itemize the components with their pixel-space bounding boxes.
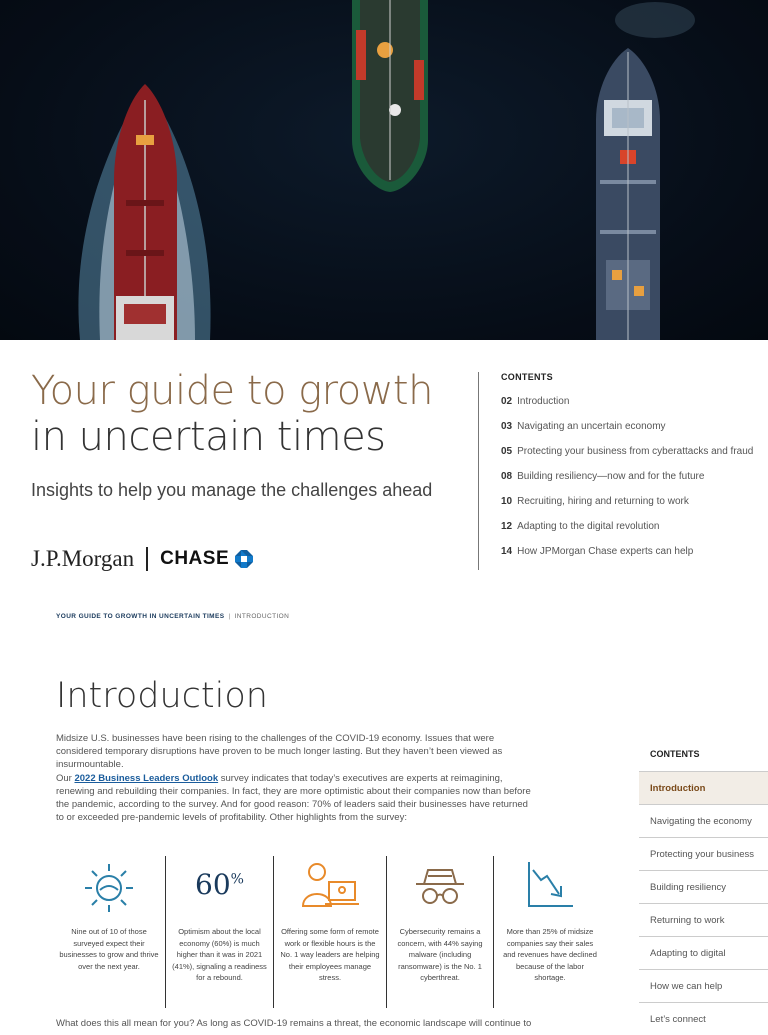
sidebar-item-help[interactable]: How we can help — [639, 969, 768, 1002]
stat-icon-wrap — [54, 860, 164, 920]
contents-heading: CONTENTS — [501, 372, 553, 382]
contents-item-number: 10 — [501, 496, 513, 507]
jpmorgan-logo: J.P.Morgan — [31, 546, 135, 571]
survey-highlights — [54, 856, 496, 1008]
contents-item-label: Adapting to the digital revolution — [517, 521, 660, 532]
ships-illustration — [0, 0, 768, 340]
stat-growth — [54, 856, 164, 1008]
sun-icon — [81, 860, 137, 916]
sidebar-item-digital[interactable]: Adapting to digital — [639, 936, 768, 969]
sidebar-contents-heading: CONTENTS — [650, 749, 700, 759]
contents-item[interactable] — [501, 421, 753, 446]
contents-list — [501, 396, 753, 571]
business-leaders-outlook-link[interactable]: 2022 Business Leaders Outlook — [74, 773, 219, 784]
chase-octagon-icon — [235, 550, 253, 568]
contents-item-number: 08 — [501, 471, 513, 482]
contents-item[interactable] — [501, 471, 753, 496]
contents-divider — [478, 372, 479, 570]
stat-icon-wrap — [387, 860, 493, 920]
running-header — [56, 613, 289, 620]
stat-text: Optimism about the local economy (60%) is much higher than it was in 2021 (41%), signaling a readiness for a rebound. — [172, 927, 267, 982]
contents-item[interactable] — [501, 546, 753, 571]
stat-figure-wrap — [166, 860, 273, 920]
stat-cybersecurity — [387, 856, 493, 1008]
stat-labor-shortage — [498, 856, 602, 1008]
stat-icon-wrap — [498, 860, 602, 920]
stat-remote-work — [274, 856, 386, 1008]
contents-item-label: Protecting your business from cyberattacks and fraud — [517, 446, 754, 457]
hero-image — [0, 0, 768, 340]
contents-item-number: 12 — [501, 521, 513, 532]
running-header-section: INTRODUCTION — [234, 613, 290, 620]
contents-item-label: How JPMorgan Chase experts can help — [517, 546, 694, 557]
stat-60-percent — [195, 868, 244, 920]
intro-paragraph-2 — [56, 772, 536, 824]
sidebar-item-introduction[interactable]: Introduction — [639, 771, 768, 804]
stat-text: Offering some form of remote work or flexible hours is the No. 1 way leaders are helping their employees manage stress. — [280, 927, 380, 982]
running-header-divider: | — [228, 613, 231, 620]
intro-paragraph-3: What does this all mean for you? As long as COVID-19 remains a threat, the economic landscape will continue to — [56, 1018, 532, 1029]
stat-divider — [493, 856, 494, 1008]
contents-item-label: Introduction — [517, 396, 570, 407]
stat-icon-wrap — [274, 860, 386, 920]
contents-item-number: 03 — [501, 421, 513, 432]
section-title: Introduction — [56, 676, 268, 716]
sidebar-item-economy[interactable]: Navigating the economy — [639, 804, 768, 837]
chase-logo: CHASE — [160, 548, 230, 569]
contents-item-label: Recruiting, hiring and returning to work — [517, 496, 689, 507]
stat-value: 60 — [195, 868, 231, 901]
cover-title — [31, 368, 433, 460]
contents-item[interactable] — [501, 446, 753, 471]
contents-item-label: Building resiliency—now and for the future — [517, 471, 705, 482]
para2-body: survey indicates that today’s executives are experts at reimagining, renewing and rebuilding their companies. In fact, they are more optimistic about their companies now than before the pandemic, according to the survey. And for good reason: 70% of leaders said their businesses have returned to or exceeded pre-pandemic levels of profitability. Other highlights from the survey: — [56, 773, 531, 823]
brand-divider — [146, 547, 148, 571]
sidebar-item-protecting[interactable]: Protecting your business — [639, 837, 768, 870]
brand-logos — [31, 544, 253, 574]
stat-text: Nine out of 10 of those surveyed expect their businesses to grow and thrive over the next year. — [59, 927, 159, 971]
sidebar-item-connect[interactable]: Let’s connect — [639, 1002, 768, 1035]
spy-icon — [412, 860, 468, 912]
stat-text: More than 25% of midsize companies say their sales and revenues have declined because of the labor shortage. — [503, 927, 597, 982]
stat-text: Cybersecurity remains a concern, with 44% saying malware (including ransomware) is the No. 1 cyberthreat. — [397, 927, 483, 982]
sidebar-item-resiliency[interactable]: Building resiliency — [639, 870, 768, 903]
contents-item[interactable] — [501, 396, 753, 421]
declining-chart-icon — [525, 860, 575, 910]
cover-subtitle: Insights to help you manage the challenges ahead — [31, 480, 433, 500]
stat-optimism — [166, 856, 273, 1008]
running-header-title: YOUR GUIDE TO GROWTH IN UNCERTAIN TIMES — [56, 613, 225, 620]
intro-paragraph-1: Midsize U.S. businesses have been rising to the challenges of the COVID-19 economy. Issues that were considered temporary disruptions have proven to be much longer lasting. But they haven’t been viewed as insurmountable. — [56, 733, 503, 770]
contents-item-number: 14 — [501, 546, 513, 557]
sidebar-nav — [639, 771, 768, 1035]
remote-worker-icon — [299, 860, 361, 912]
para2-lead: Our — [56, 773, 75, 784]
cover-title-line1: Your guide to growth — [31, 368, 433, 414]
sidebar-item-returning[interactable]: Returning to work — [639, 903, 768, 936]
contents-item-number: 05 — [501, 446, 513, 457]
contents-item[interactable] — [501, 496, 753, 521]
contents-item-number: 02 — [501, 396, 513, 407]
cover-title-line2: in uncertain times — [31, 414, 386, 460]
contents-item[interactable] — [501, 521, 753, 546]
stat-unit: % — [230, 871, 244, 888]
contents-item-label: Navigating an uncertain economy — [517, 421, 666, 432]
